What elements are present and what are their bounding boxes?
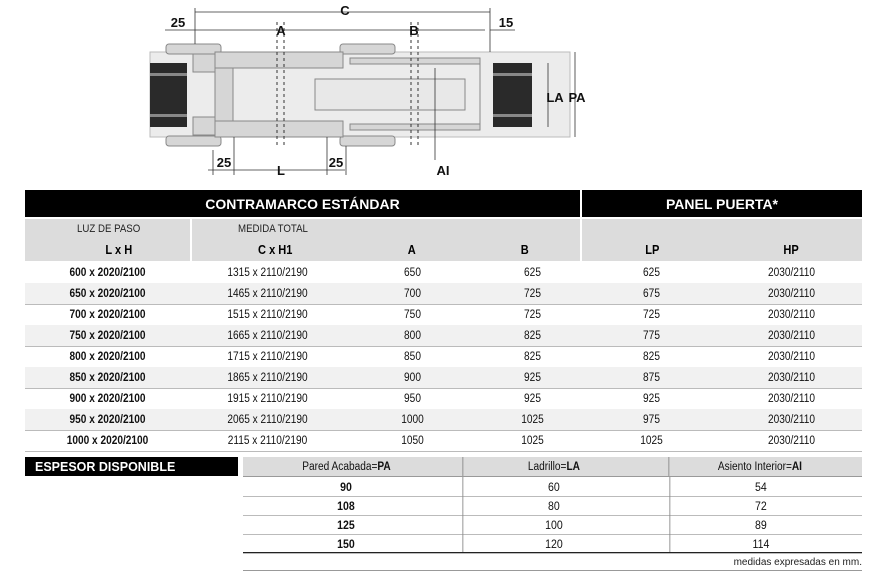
table-row — [25, 409, 862, 431]
medida-total-cell: 1715 x 2110/2190 — [227, 350, 308, 363]
col-hp: HP — [783, 242, 799, 257]
a-cell: 800 — [404, 329, 421, 342]
medida-total-cell: 1315 x 2110/2190 — [227, 266, 308, 279]
hp-cell: 2030/2110 — [767, 434, 816, 447]
b-cell: 825 — [524, 350, 541, 363]
table-row — [25, 262, 862, 284]
dim-label-LA: LA — [546, 90, 564, 105]
luz-de-paso-cell: 950 x 2020/2100 — [69, 413, 146, 426]
lp-cell: 725 — [643, 308, 660, 321]
b-cell: 1025 — [521, 434, 544, 447]
column-header-row — [25, 219, 862, 261]
hp-cell: 2030/2110 — [767, 350, 816, 363]
header-asiento-interior: Asiento Interior= AI — [668, 457, 850, 476]
luz-de-paso-cell: 850 x 2020/2100 — [69, 371, 146, 384]
hp-cell: 2030/2110 — [767, 413, 816, 426]
luz-de-paso-cell: 650 x 2020/2100 — [69, 287, 146, 300]
col-medida-total-sub: MEDIDA TOTAL — [238, 223, 308, 235]
lp-cell: 625 — [643, 266, 660, 279]
b-cell: 625 — [524, 266, 541, 279]
hp-cell: 2030/2110 — [767, 392, 816, 405]
la-cell: 120 — [462, 534, 644, 553]
medida-total-cell: 2065 x 2110/2190 — [227, 413, 308, 426]
medida-total-cell: 1665 x 2110/2190 — [227, 329, 308, 342]
a-cell: 950 — [404, 392, 421, 405]
hp-cell: 2030/2110 — [767, 308, 816, 321]
header-ladrillo: Ladrillo= LA — [462, 457, 644, 476]
a-cell: 850 — [404, 350, 421, 363]
medida-total-cell: 2115 x 2110/2190 — [227, 434, 308, 447]
col-b: B — [520, 242, 529, 257]
table-row — [25, 325, 862, 347]
dim-label-25-bottom-left: 25 — [216, 155, 232, 170]
a-cell: 650 — [404, 266, 421, 279]
b-cell: 725 — [524, 308, 541, 321]
dim-label-B: B — [409, 23, 419, 38]
dim-label-AI: AI — [436, 163, 450, 178]
table-row — [25, 430, 862, 452]
table-row — [25, 346, 862, 368]
col-lp: LP — [645, 242, 660, 257]
hp-cell: 2030/2110 — [767, 329, 816, 342]
lp-cell: 1025 — [640, 434, 663, 447]
pa-cell: 90 — [340, 479, 352, 494]
col-luz-de-paso-sub: LUZ DE PASO — [77, 223, 141, 235]
table-row — [25, 304, 862, 326]
lp-cell: 875 — [643, 371, 660, 384]
col-a: A — [407, 242, 416, 257]
luz-de-paso-cell: 750 x 2020/2100 — [69, 329, 146, 342]
table-row — [25, 283, 862, 305]
table-row — [243, 534, 862, 554]
table-row — [25, 367, 862, 389]
header-pared-acabada: Pared Acabada= PA — [302, 460, 391, 473]
lp-cell: 675 — [643, 287, 660, 300]
dim-label-A: A — [276, 23, 286, 38]
col-cxh1: C x H1 — [258, 242, 293, 257]
table-row — [243, 477, 862, 497]
pa-cell: 108 — [337, 498, 355, 513]
medida-total-cell: 1515 x 2110/2190 — [227, 308, 308, 321]
pa-cell: 150 — [337, 536, 355, 551]
hp-cell: 2030/2110 — [767, 371, 816, 384]
b-cell: 1025 — [521, 413, 544, 426]
luz-de-paso-cell: 900 x 2020/2100 — [69, 392, 146, 405]
dim-label-25-bottom-right: 25 — [328, 155, 344, 170]
table-row — [243, 515, 862, 535]
section-header-panel: PANEL PUERTA* — [582, 190, 862, 217]
units-note: medidas expresadas en mm. — [243, 553, 862, 571]
dim-label-PA: PA — [568, 90, 586, 105]
a-cell: 750 — [404, 308, 421, 321]
ai-cell: 72 — [669, 496, 851, 515]
lp-cell: 775 — [643, 329, 660, 342]
dim-label-C: C — [340, 3, 350, 18]
hp-cell: 2030/2110 — [767, 287, 816, 300]
la-cell: 80 — [462, 496, 644, 515]
ai-cell: 114 — [669, 534, 851, 553]
luz-de-paso-cell: 1000 x 2020/2100 — [66, 434, 149, 447]
luz-de-paso-cell: 600 x 2020/2100 — [69, 266, 146, 279]
lp-cell: 925 — [643, 392, 660, 405]
lp-cell: 825 — [643, 350, 660, 363]
table-row — [243, 496, 862, 516]
a-cell: 1050 — [401, 434, 424, 447]
dim-label-25-top: 25 — [170, 15, 186, 30]
b-cell: 925 — [524, 392, 541, 405]
lp-cell: 975 — [643, 413, 660, 426]
a-cell: 900 — [404, 371, 421, 384]
hp-cell: 2030/2110 — [767, 266, 816, 279]
b-cell: 725 — [524, 287, 541, 300]
la-cell: 100 — [462, 515, 644, 534]
b-cell: 825 — [524, 329, 541, 342]
a-cell: 700 — [404, 287, 421, 300]
b-cell: 925 — [524, 371, 541, 384]
ai-cell: 89 — [669, 515, 851, 534]
thickness-title: ESPESOR DISPONIBLE — [25, 457, 238, 476]
la-cell: 60 — [462, 477, 644, 496]
medida-total-cell: 1465 x 2110/2190 — [227, 287, 308, 300]
thickness-header-row — [243, 457, 862, 477]
table-row — [25, 388, 862, 410]
section-header-contramarco: CONTRAMARCO ESTÁNDAR — [25, 190, 580, 217]
a-cell: 1000 — [401, 413, 424, 426]
medida-total-cell: 1915 x 2110/2190 — [227, 392, 308, 405]
col-lxh: L x H — [105, 242, 133, 257]
dim-label-15: 15 — [498, 15, 514, 30]
ai-cell: 54 — [669, 477, 851, 496]
frame-section-diagram — [0, 0, 878, 185]
dim-label-L: L — [277, 163, 285, 178]
luz-de-paso-cell: 700 x 2020/2100 — [69, 308, 146, 321]
luz-de-paso-cell: 800 x 2020/2100 — [69, 350, 146, 363]
pa-cell: 125 — [337, 517, 355, 532]
medida-total-cell: 1865 x 2110/2190 — [227, 371, 308, 384]
